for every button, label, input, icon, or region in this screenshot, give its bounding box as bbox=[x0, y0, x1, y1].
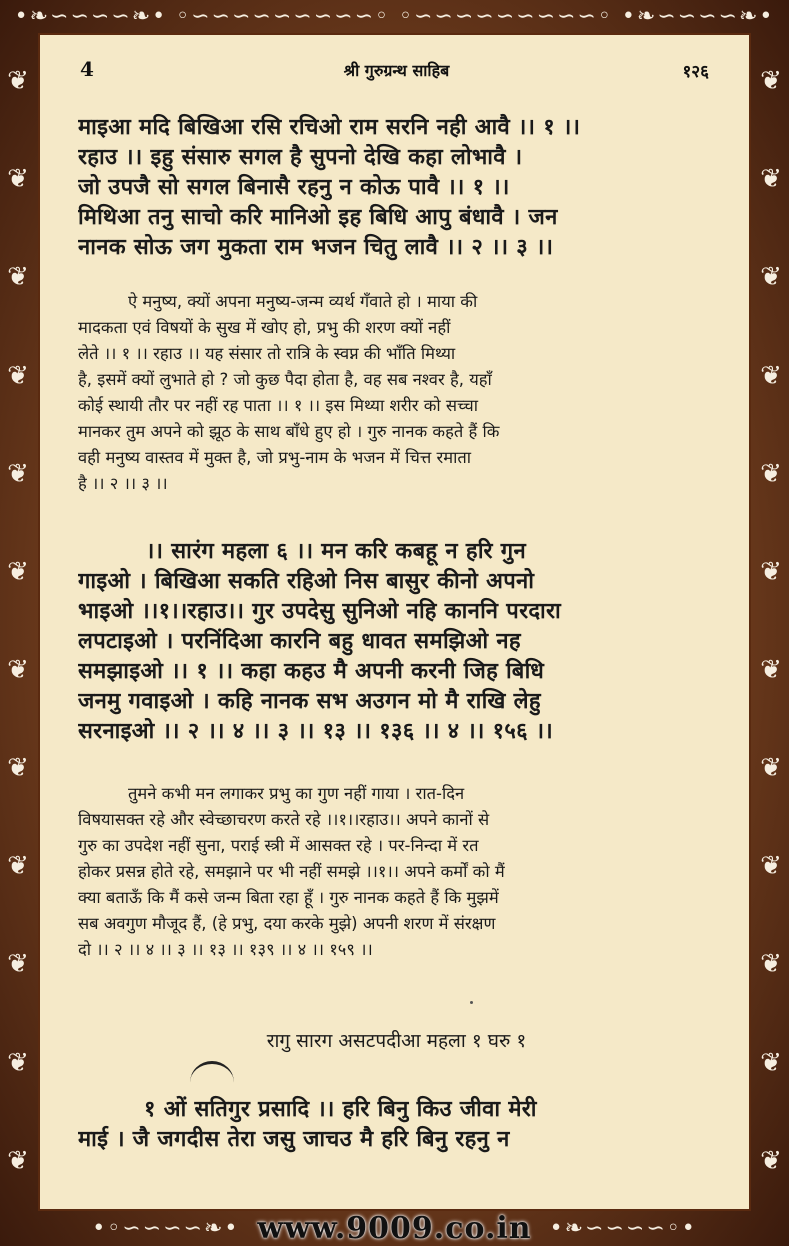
side-flourish: ❦ bbox=[7, 66, 29, 97]
side-flourish: ❦ bbox=[7, 753, 29, 784]
side-flourish: ❦ bbox=[760, 1047, 782, 1078]
side-flourish: ❦ bbox=[760, 949, 782, 980]
side-flourish: ❦ bbox=[7, 1145, 29, 1176]
side-flourish: ❦ bbox=[760, 458, 782, 489]
verse-line: भाइओ ।।१।।रहाउ।। गुर उपदेसु सुनिओ नहि काननि परदारा bbox=[78, 599, 562, 624]
top-ornament: •❧∽∽∽∽❧• ◦∽∽∽∽∽∽∽∽∽◦ ◦∽∽∽∽∽∽∽∽∽◦ •❧∽∽∽∽❧• bbox=[14, 3, 775, 29]
translation-line: होकर प्रसन्न होते रहे, समझाने पर भी नहीं समझे ।।१।। अपने कर्मों को मैं bbox=[78, 862, 505, 881]
scripture-page bbox=[38, 33, 751, 1211]
bottom-right-ornament: •❧∽∽∽∽◦• bbox=[549, 1215, 697, 1241]
translation-line: तुमने कभी मन लगाकर प्रभु का गुण नहीं गाया । रात-दिन bbox=[128, 784, 465, 803]
translation-line: क्या बताऊँ कि मैं कसे जन्म बिता रहा हूँ । गुरु नानक कहते हैं कि मुझमें bbox=[78, 888, 499, 907]
side-flourish: ❦ bbox=[7, 164, 29, 195]
separator-dot bbox=[470, 1001, 473, 1004]
side-flourish: ❦ bbox=[760, 360, 782, 391]
verse-line: मिथिआ तनु साचो करि मानिओ इह बिधि आपु बंधावै । जन bbox=[78, 205, 558, 230]
page-header bbox=[40, 57, 751, 87]
translation-block-1 bbox=[78, 289, 718, 497]
translation-line: वही मनुष्य वास्तव में मुक्त है, जो प्रभु-नाम के भजन में चित्त रमाता bbox=[78, 448, 472, 467]
side-flourish: ❦ bbox=[7, 1047, 29, 1078]
left-border-ornament bbox=[0, 32, 36, 1210]
translation-block-2 bbox=[78, 781, 718, 963]
translation-line: विषयासक्त रहे और स्वेच्छाचरण करते रहे ।।१।।रहाउ।। अपने कानों से bbox=[78, 810, 490, 829]
page-title: श्री गुरुग्रन्थ साहिब bbox=[343, 61, 450, 80]
side-flourish: ❦ bbox=[7, 360, 29, 391]
verse-block-3 bbox=[78, 1095, 718, 1155]
translation-line: मानकर तुम अपने को झूठ के साथ बाँधे हुए हो । गुरु नानक कहते हैं कि bbox=[78, 422, 500, 441]
verse-line: ।। सारंग महला ६ ।। मन करि कबहू न हरि गुन bbox=[146, 539, 526, 564]
side-flourish: ❦ bbox=[7, 949, 29, 980]
verse-line: जनमु गवाइओ । कहि नानक सभ अउगन मो मै राखि लेहु bbox=[78, 689, 541, 714]
side-flourish: ❦ bbox=[7, 262, 29, 293]
verse-line: गाइओ । बिखिआ सकति रहिओ निस बासुर कीनो अपनो bbox=[78, 569, 535, 594]
side-flourish: ❦ bbox=[760, 556, 782, 587]
translation-line: है, इसमें क्यों लुभाते हो ? जो कुछ पैदा होता है, वह सब नश्वर है, यहाँ bbox=[78, 370, 492, 389]
gurmukhi-page-number: १२६ bbox=[682, 62, 709, 82]
verse-line: जो उपजै सो सगल बिनासै रहनु न कोऊ पावै ।। १ ।। bbox=[78, 175, 510, 200]
website-url[interactable]: www.9009.co.in bbox=[257, 1210, 532, 1246]
side-flourish: ❦ bbox=[7, 556, 29, 587]
side-flourish: ❦ bbox=[760, 655, 782, 686]
verse-line: रहाउ ।। इहु संसारु सगल है सुपनो देखि कहा लोभावै । bbox=[78, 145, 523, 170]
translation-line: सब अवगुण मौजूद हैं, (हे प्रभु, दया करके मुझे) अपनी शरण में संरक्षण bbox=[78, 914, 496, 933]
translation-line: कोई स्थायी तौर पर नहीं रह पाता ।। १ ।। इस मिथ्या शरीर को सच्चा bbox=[78, 396, 479, 415]
side-flourish: ❦ bbox=[760, 851, 782, 882]
side-flourish: ❦ bbox=[760, 1145, 782, 1176]
side-flourish: ❦ bbox=[7, 458, 29, 489]
translation-line: दो ।। २ ।। ४ ।। ३ ।। १३ ।। १३९ ।। ४ ।। १५९ ।। bbox=[78, 940, 373, 959]
translation-line: है ।। २ ।। ३ ।। bbox=[78, 474, 168, 493]
verse-block-1 bbox=[78, 113, 718, 263]
section-heading: रागु सारग असटपदीआ महला १ घरु १ bbox=[266, 1030, 527, 1052]
verse-line: माई । जै जगदीस तेरा जसु जाचउ मै हरि बिनु रहनु न bbox=[78, 1127, 510, 1152]
verse-line: माइआ मदि बिखिआ रसि रचिओ राम सरनि नही आवै ।। १ ।। bbox=[78, 115, 581, 140]
bottom-ornament bbox=[0, 1210, 789, 1246]
right-border-ornament bbox=[753, 32, 789, 1210]
verse-line: १ ओं सतिगुर प्रसादि ।। हरि बिनु किउ जीवा मेरी bbox=[144, 1097, 537, 1122]
translation-line: ऐ मनुष्य, क्यों अपना मनुष्य-जन्म व्यर्थ गँवाते हो । माया की bbox=[128, 292, 478, 311]
verse-line: लपटाइओ । परनिंदिआ कारनि बहु धावत समझिओ नह bbox=[78, 629, 521, 654]
side-flourish: ❦ bbox=[760, 66, 782, 97]
side-flourish: ❦ bbox=[760, 164, 782, 195]
side-flourish: ❦ bbox=[760, 753, 782, 784]
verse-line: सरनाइओ ।। २ ।। ४ ।। ३ ।। १३ ।। १३६ ।। ४ ।। १५६ ।। bbox=[78, 719, 554, 744]
translation-line: मादकता एवं विषयों के सुख में खोए हो, प्रभु की शरण क्यों नहीं bbox=[78, 318, 451, 337]
side-flourish: ❦ bbox=[7, 851, 29, 882]
translation-line: गुरु का उपदेश नहीं सुना, पराई स्त्री में आसक्त रहे । पर-निन्दा में रत bbox=[78, 836, 479, 855]
side-flourish: ❦ bbox=[760, 262, 782, 293]
side-flourish: ❦ bbox=[7, 655, 29, 686]
verse-line: समझाइओ ।। १ ।। कहा कहउ मै अपनी करनी जिह बिधि bbox=[78, 659, 545, 684]
translation-line: लेते ।। १ ।। रहाउ ।। यह संसार तो रात्रि के स्वप्न की भाँति मिथ्या bbox=[78, 344, 456, 363]
verse-block-2 bbox=[78, 537, 718, 747]
verse-line: नानक सोऊ जग मुकता राम भजन चितु लावै ।। २ ।। ३ ।। bbox=[78, 235, 554, 260]
page-number: 4 bbox=[80, 57, 94, 81]
bottom-left-ornament: •◦∽∽∽∽❧• bbox=[92, 1215, 240, 1241]
